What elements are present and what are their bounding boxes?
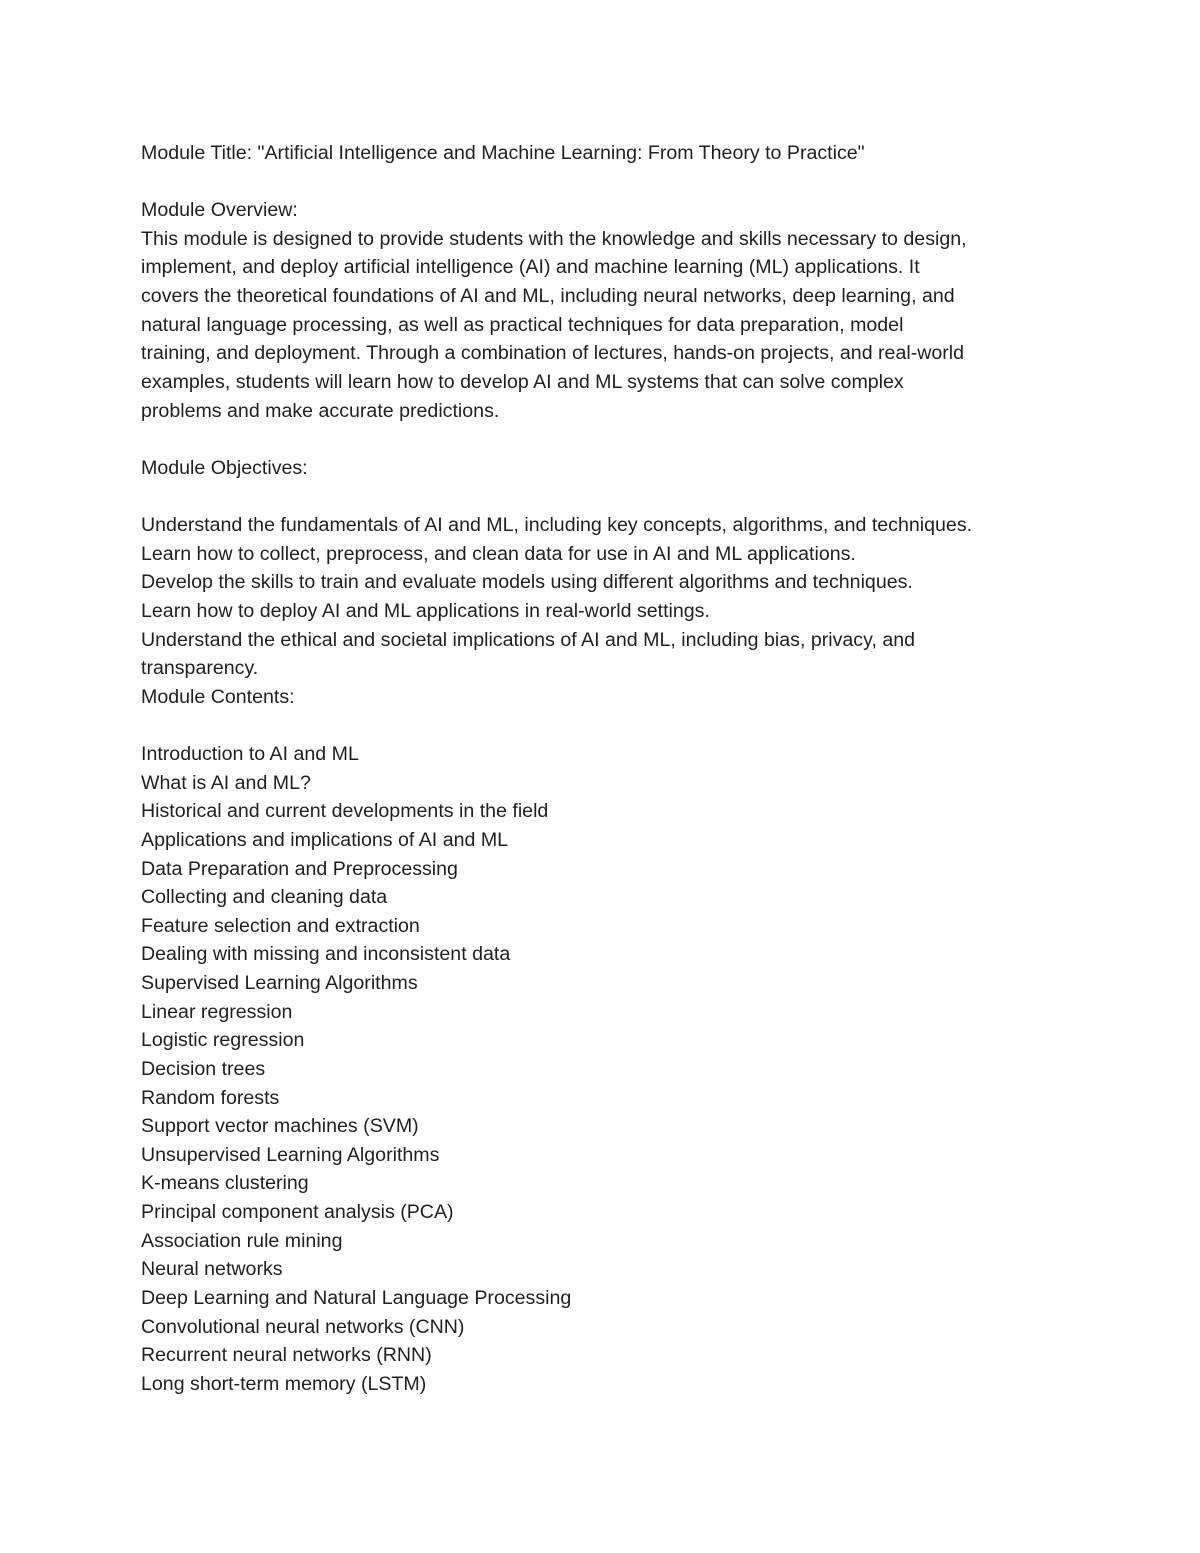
overview-line: training, and deployment. Through a combination of lectures, hands-on projects, and real-world: [141, 342, 965, 365]
contents-heading: Module Contents:: [141, 685, 295, 708]
contents-item: Logistic regression: [141, 1029, 305, 1052]
spacer: [141, 168, 1081, 197]
overview-line: covers the theoretical foundations of AI and ML, including neural networks, deep learning, and: [141, 285, 955, 308]
objective-item: Understand the fundamentals of AI and ML, including key concepts, algorithms, and techniques.: [141, 514, 973, 537]
overview-heading: Module Overview:: [141, 199, 298, 222]
contents-item: Feature selection and extraction: [141, 914, 420, 937]
overview-line: problems and make accurate predictions.: [141, 399, 500, 422]
objectives-heading: Module Objectives:: [141, 456, 308, 479]
contents-item: Convolutional neural networks (CNN): [141, 1315, 465, 1338]
contents-item: Unsupervised Learning Algorithms: [141, 1143, 440, 1166]
objective-item: transparency.: [141, 657, 259, 680]
spacer: [141, 482, 1081, 511]
spacer: [141, 425, 1081, 454]
contents-item: Collecting and cleaning data: [141, 886, 388, 909]
overview-line: examples, students will learn how to develop AI and ML systems that can solve complex: [141, 370, 904, 393]
contents-item: Data Preparation and Preprocessing: [141, 857, 458, 880]
spacer: [141, 711, 1081, 740]
contents-item: Association rule mining: [141, 1229, 343, 1252]
contents-item: Principal component analysis (PCA): [141, 1201, 454, 1224]
contents-item: Random forests: [141, 1086, 280, 1109]
contents-item: Deep Learning and Natural Language Processing: [141, 1286, 572, 1309]
objective-item: Understand the ethical and societal implications of AI and ML, including bias, privacy, and: [141, 628, 916, 651]
contents-item: Supervised Learning Algorithms: [141, 972, 418, 995]
contents-item: What is AI and ML?: [141, 771, 311, 794]
contents-item: Historical and current developments in the field: [141, 800, 549, 823]
document-page: [141, 139, 1081, 1398]
contents-item: Decision trees: [141, 1057, 266, 1080]
contents-item: K-means clustering: [141, 1172, 309, 1195]
contents-item: Neural networks: [141, 1258, 283, 1281]
overview-line: implement, and deploy artificial intelligence (AI) and machine learning (ML) applications. It: [141, 256, 920, 279]
objective-item: Learn how to deploy AI and ML applications in real-world settings.: [141, 599, 710, 622]
contents-item: Support vector machines (SVM): [141, 1115, 419, 1138]
objective-item: Develop the skills to train and evaluate models using different algorithms and techniques.: [141, 571, 913, 594]
contents-item: Introduction to AI and ML: [141, 743, 359, 766]
objective-item: Learn how to collect, preprocess, and clean data for use in AI and ML applications.: [141, 542, 856, 565]
overview-line: This module is designed to provide students with the knowledge and skills necessary to design,: [141, 227, 967, 250]
contents-item: Recurrent neural networks (RNN): [141, 1344, 432, 1367]
contents-item: Dealing with missing and inconsistent data: [141, 943, 511, 966]
contents-item: Linear regression: [141, 1000, 293, 1023]
contents-item: Applications and implications of AI and ML: [141, 828, 509, 851]
module-title: Module Title: "Artificial Intelligence and Machine Learning: From Theory to Practice": [141, 142, 865, 164]
overview-line: natural language processing, as well as practical techniques for data preparation, model: [141, 313, 904, 336]
contents-item: Long short-term memory (LSTM): [141, 1372, 427, 1395]
